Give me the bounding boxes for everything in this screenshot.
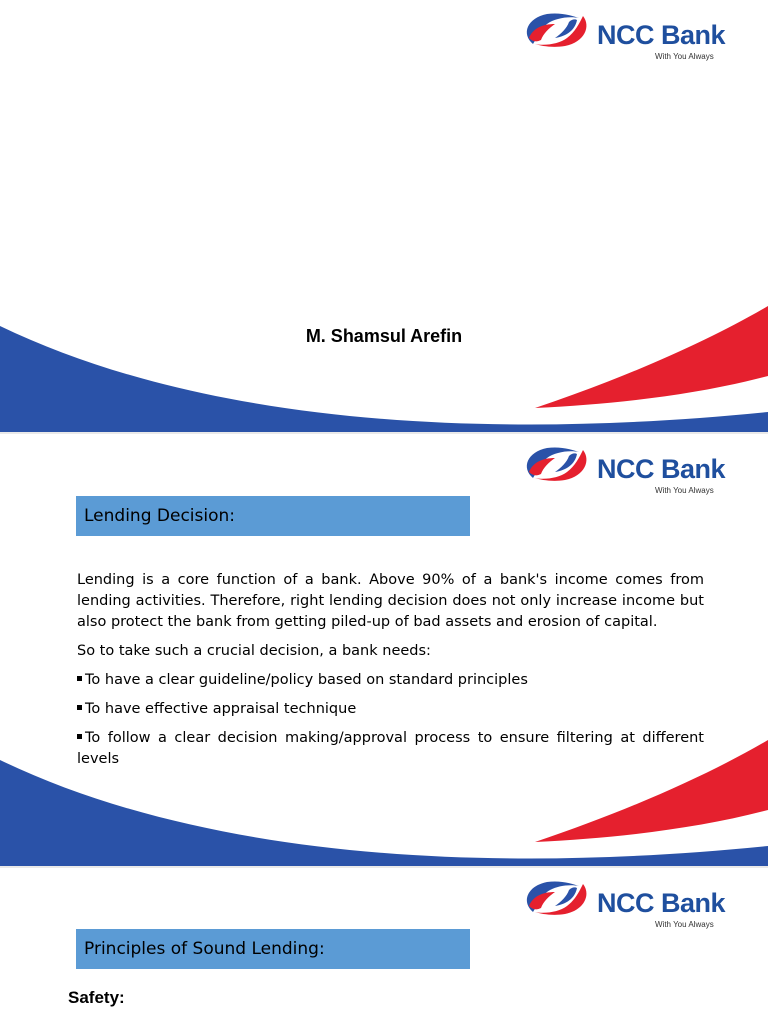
- bullet-text: To have effective appraisal technique: [85, 701, 357, 717]
- brand-name: NCC Bank: [597, 888, 726, 918]
- slide-body: [77, 570, 704, 778]
- slide-title-box: Lending Decision:: [76, 496, 470, 536]
- ncc-swirl-icon: [519, 442, 591, 486]
- bullet-item: [77, 699, 704, 720]
- ncc-bank-logo: [519, 8, 726, 61]
- square-bullet-icon: [77, 676, 82, 681]
- slide-principles: [0, 868, 768, 1024]
- bullet-text: To have a clear guideline/policy based on standard principles: [85, 672, 528, 688]
- presenter-name: M. Shamsul Arefin: [305, 326, 463, 346]
- brand-tagline: With You Always: [655, 486, 714, 495]
- square-bullet-icon: [77, 734, 82, 739]
- intro-paragraph: Lending is a core function of a bank. Above 90% of a bank's income comes from lending activities. Therefore, right lending decision does not only increase income but also protect the bank from getting piled-up of bad assets and erosion of capital.: [77, 572, 704, 630]
- slide-lending-decision: [0, 434, 768, 866]
- square-bullet-icon: [77, 705, 82, 710]
- ncc-swirl-icon: [519, 8, 591, 52]
- brand-name: NCC Bank: [597, 454, 726, 484]
- section-subheading: Safety:: [68, 988, 125, 1007]
- ncc-bank-logo: [519, 442, 726, 495]
- needs-intro: So to take such a crucial decision, a bank needs:: [77, 643, 431, 659]
- ncc-bank-logo: [519, 876, 726, 929]
- footer-swoosh: [0, 292, 768, 432]
- slide-title-box: Principles of Sound Lending:: [76, 929, 470, 969]
- brand-tagline: With You Always: [655, 920, 714, 929]
- bullet-item: [77, 728, 704, 770]
- brand-tagline: With You Always: [655, 52, 714, 61]
- brand-name: NCC Bank: [597, 20, 726, 50]
- ncc-swirl-icon: [519, 876, 591, 920]
- bullet-text: To follow a clear decision making/approval process to ensure filtering at different levels: [77, 730, 704, 767]
- bullet-item: [77, 670, 704, 691]
- slide-title: [0, 0, 768, 432]
